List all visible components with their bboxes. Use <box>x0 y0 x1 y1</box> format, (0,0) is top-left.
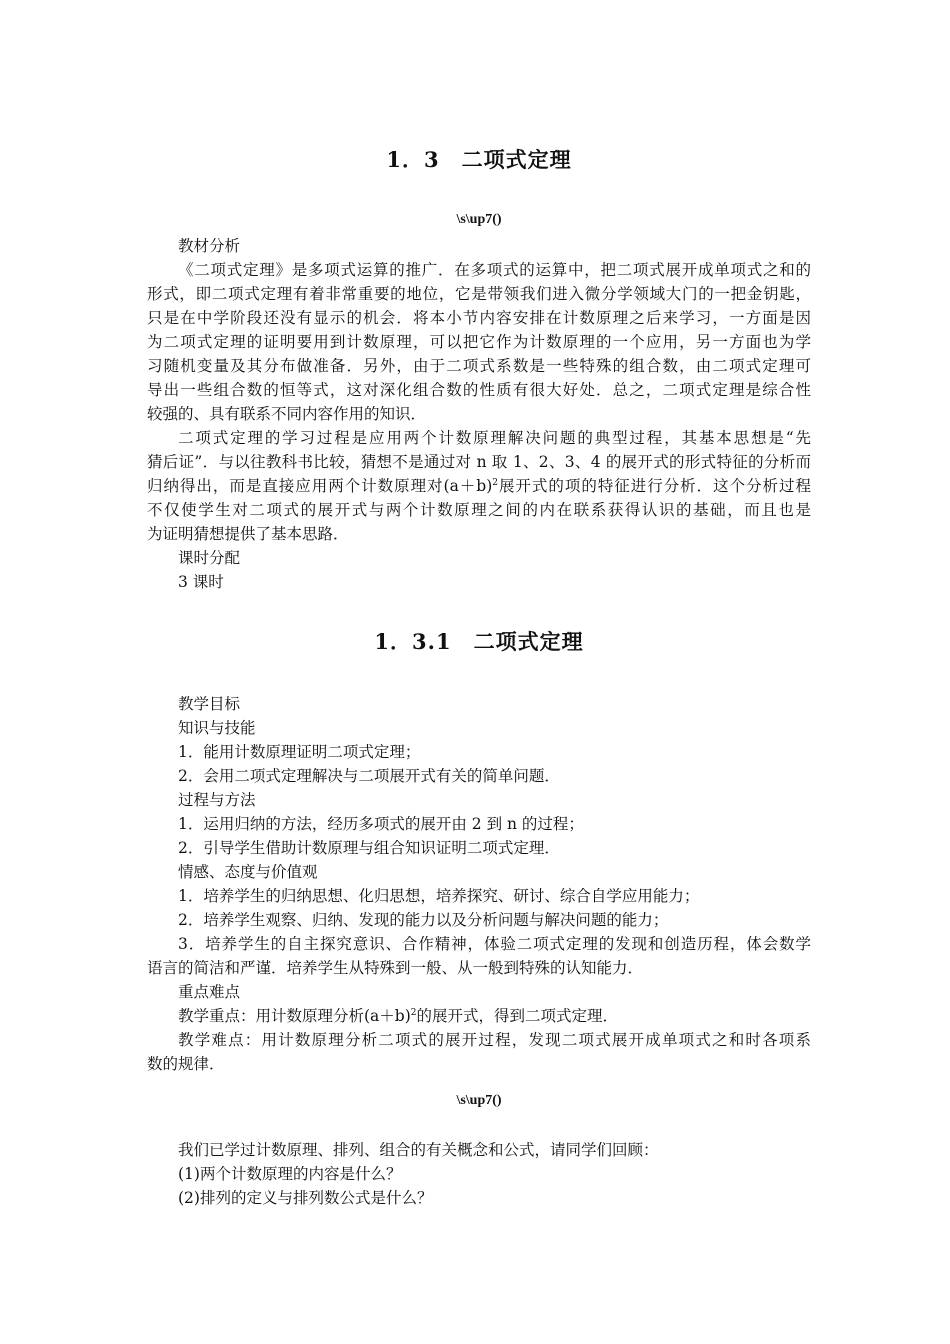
paragraph-line: 《二项式定理》是多项式运算的推广．在多项式的运算中，把二项式展开成单项式之和的 <box>178 261 811 279</box>
text-run: 教学重点：用计数原理分析(a＋b) <box>178 1007 411 1025</box>
paragraph-line: 形式，即二项式定理有着非常重要的地位，它是带领我们进入微分学领域大门的一把金钥匙， <box>147 285 811 303</box>
section-teaching-goals <box>147 692 811 1076</box>
paragraph-line: 为二项式定理的证明要用到计数原理，可以把它作为计数原理的一个应用，另一方面也为学 <box>147 333 811 351</box>
label-knowledge-skills: 知识与技能 <box>178 719 256 737</box>
list-item-continuation: 语言的简洁和严谨．培养学生从特殊到一般、从一般到特殊的认知能力． <box>147 959 644 977</box>
list-item: 2．会用二项式定理解决与二项展开式有关的简单问题． <box>178 767 560 785</box>
paragraph-line: 习随机变量及其分布做准备．另外，由于二项式系数是一些特殊的组合数，由二项式定理可 <box>147 357 811 375</box>
paragraph-line: 为证明猜想提供了基本思路． <box>147 525 349 543</box>
review-intro: 我们已学过计数原理、排列、组合的有关概念和公式，请同学们回顾： <box>178 1141 659 1159</box>
section-title: 1．3.1 二项式定理 <box>374 629 584 654</box>
review-question: (2)排列的定义与排列数公式是什么？ <box>178 1189 433 1207</box>
text-run: 展开式的项的特征进行分析．这个分析过程 <box>497 477 811 495</box>
label-hours: 课时分配 <box>178 549 241 567</box>
list-item: 3．培养学生的自主探究意识、合作精神，体验二项式定理的发现和创造历程，体会数学 <box>178 935 811 953</box>
superscript: 2 <box>410 1007 417 1018</box>
text-run: 的展开式，得到二项式定理． <box>416 1007 619 1025</box>
label-emotion-values: 情感、态度与价值观 <box>178 863 318 881</box>
label-teaching-goals: 教学目标 <box>178 695 241 713</box>
list-item: 1．培养学生的归纳思想、化归思想，培养探究、研讨、综合自学应用能力； <box>178 887 700 905</box>
paragraph-line: 猜后证”．与以往教科书比较，猜想不是通过对 n 取 1、2、3、4 的展开式的形式特征的分析而 <box>147 453 811 471</box>
paragraph-line: 二项式定理的学习过程是应用两个计数原理解决问题的典型过程，其基本思想是“先 <box>178 429 811 447</box>
label-key-difficult: 重点难点 <box>178 983 241 1001</box>
paragraph-line: 较强的、具有联系不同内容作用的知识． <box>147 405 427 423</box>
teaching-key-point <box>147 1004 811 1028</box>
paragraph-line: 不仅使学生对二项式的展开式与两个计数原理之间的内在联系获得认识的基础，而且也是 <box>147 501 811 519</box>
text-run: 归纳得出，而是直接应用两个计数原理对(a＋b) <box>147 477 493 495</box>
label-process-methods: 过程与方法 <box>178 791 256 809</box>
section-textbook-analysis <box>147 234 811 594</box>
teaching-difficulty: 教学难点：用计数原理分析二项式的展开过程，发现二项式展开成单项式之和时各项系 <box>178 1031 811 1049</box>
label-textbook-analysis: 教材分析 <box>178 237 241 255</box>
list-item: 1．能用计数原理证明二项式定理； <box>178 743 421 761</box>
field-code-marker: \s\up7() <box>456 212 502 227</box>
paragraph-line <box>147 474 811 498</box>
paragraph-line: 导出一些组合数的恒等式，这对深化组合数的性质有很大好处．总之，二项式定理是综合性 <box>147 381 811 399</box>
list-item: 2．培养学生观察、归纳、发现的能力以及分析问题与解决问题的能力； <box>178 911 669 929</box>
superscript: 2 <box>492 477 498 488</box>
list-item: 2．引导学生借助计数原理与组合知识证明二项式定理． <box>178 839 560 857</box>
page-title: 1．3 二项式定理 <box>386 147 572 172</box>
teaching-difficulty-continuation: 数的规律． <box>147 1055 225 1073</box>
review-question: (1)两个计数原理的内容是什么？ <box>178 1165 402 1183</box>
list-item: 1．运用归纳的方法，经历多项式的展开由 2 到 n 的过程； <box>178 815 584 833</box>
hours-value: 3 课时 <box>178 573 224 591</box>
section-review <box>147 1138 811 1210</box>
field-code-marker: \s\up7() <box>456 1093 502 1108</box>
paragraph-line: 只是在中学阶段还没有显示的机会．将本小节内容安排在计数原理之后来学习，一方面是因 <box>147 309 811 327</box>
